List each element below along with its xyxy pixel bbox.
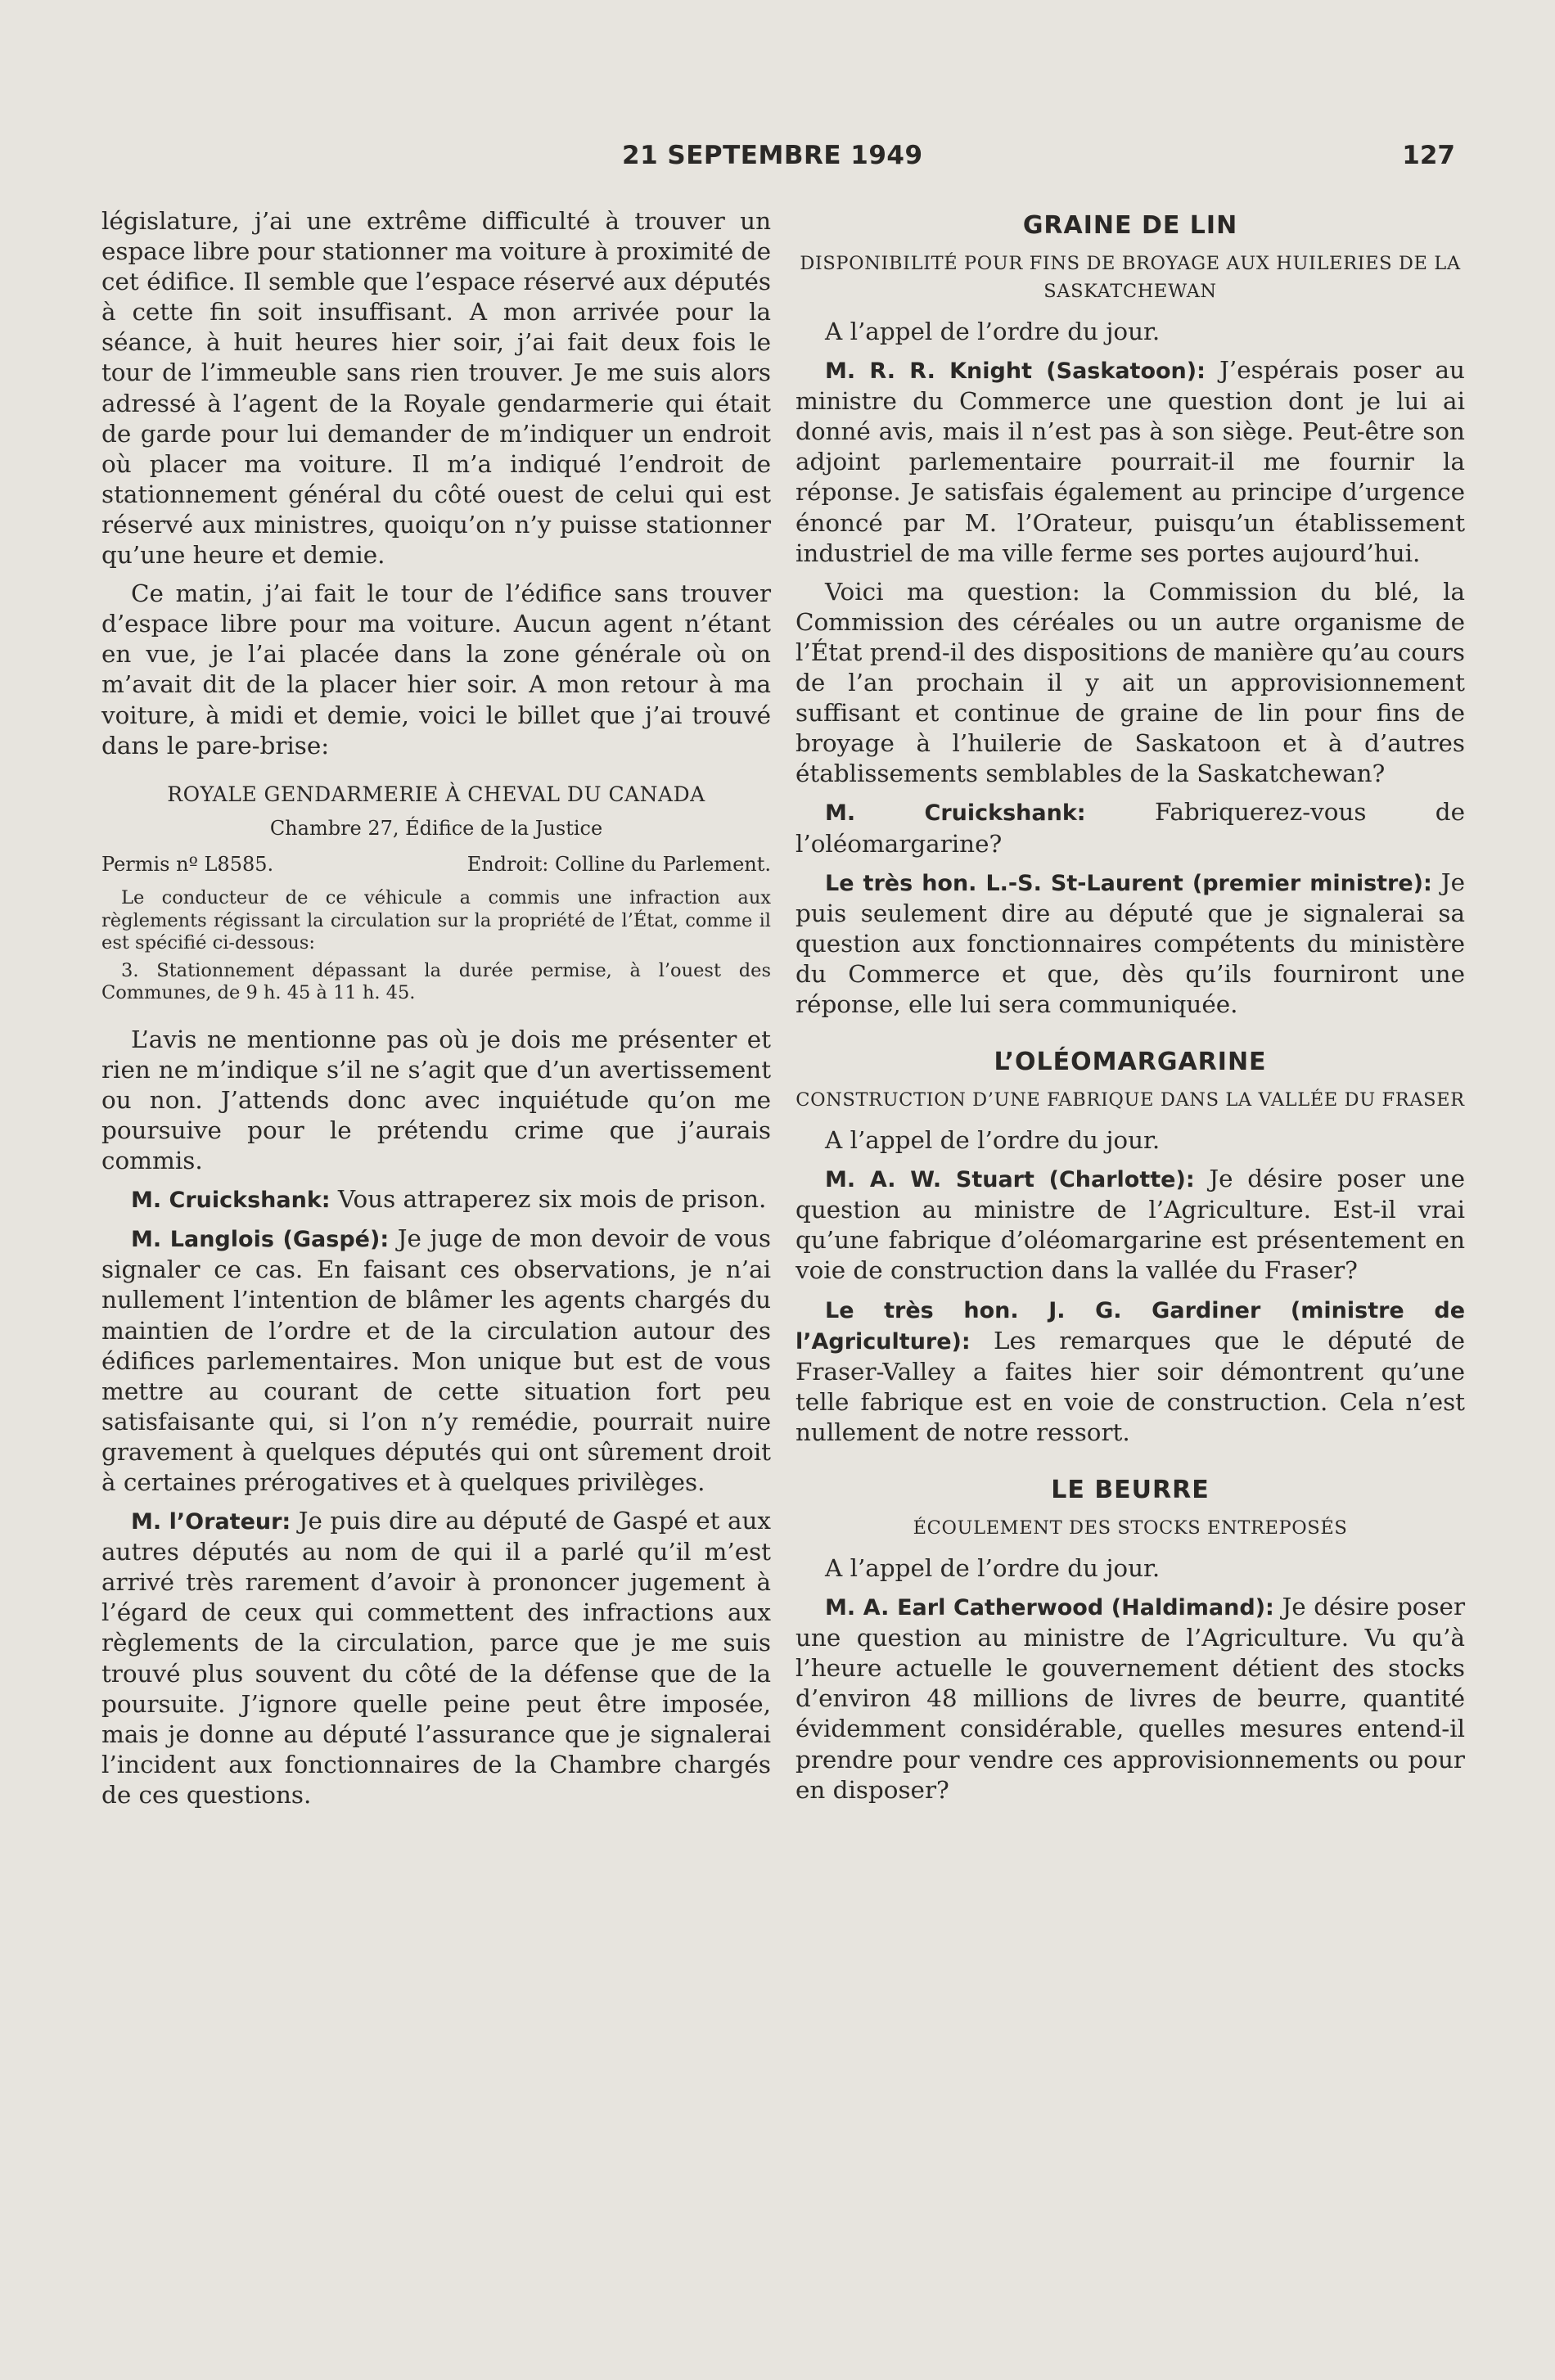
speaker-name: M. A. Earl Catherwood (Haldimand): [825,1595,1274,1621]
running-header-date: 21 SEPTEMBRE 1949 [622,141,923,170]
speaker-name: M. l’Orateur: [131,1509,291,1535]
paragraph: A l’appel de l’ordre du jour. [825,318,1161,345]
paragraph: Voici ma question: la Commission du blé, la Commission des céréales ou un autre organisme de l’État prend-il des dispositions de manière qu’au cours de l’an prochain il y ait un approvisionnement suffisant et continue de graine de lin pour fins de broyage à l’huilerie de Saskatoon et à d’autres établissements semblables de la Saskatchewan? [796,577,1465,788]
speaker-name: M. A. W. Stuart (Charlotte): [825,1167,1195,1193]
notice-location: Endroit: Colline du Parlement. [466,853,771,877]
section-heading: GRAINE DE LIN [1022,211,1238,240]
paragraph [796,868,1465,1020]
speech-text: Les remarques que le député de Fraser-Valley a faites hier soir démontrent qu’une telle fabrique est en voie de construction. Cela n’est nullement de notre ressort. [796,1326,1465,1446]
paragraph: L’avis ne mentionne pas où je dois me présenter et rien ne m’indique s’il ne s’agit que d’un avertissement ou non. J’attends donc avec inquiétude qu’on me poursuive pour le prétendu crime que j’aurais commis. [101,1025,771,1175]
paragraph [796,1295,1465,1448]
section-heading: L’OLÉOMARGARINE [994,1048,1267,1077]
paragraph: A l’appel de l’ordre du jour. [825,1126,1161,1155]
parking-notice [101,782,771,1005]
notice-office: Chambre 27, Édifice de la Justice [269,816,603,840]
speech-text: Vous attraperez six mois de prison. [330,1185,767,1214]
section-subheading: CONSTRUCTION D’UNE FABRIQUE DANS LA VALLÉE DU FRASER [796,1089,1465,1111]
notice-text: Le conducteur de ce véhicule a commis une infraction aux règlements régissant la circulation sur la propriété de l’État, comme il est spécifié ci-dessous: [101,887,771,954]
paragraph [796,1592,1465,1805]
speaker-name: Le très hon. J. G. Gardiner (ministre de l’Agriculture): [796,1297,1465,1355]
speech-text: Fabriquerez-vous de l’oléomargarine? [796,798,1465,858]
speech-text: Je désire poser une question au ministre de l’Agriculture. Est-il vrai qu’une fabrique d’oléomargarine est présentement en voie de construction dans la vallée du Fraser? [796,1165,1465,1285]
speech-text: J’espérais poser au ministre du Commerce une question dont je lui ai donné avis, mais il n’est pas à son siège. Peut-être son adjoint parlementaire pourrait-il me fournir la réponse. Je satisfais également au principe d’urgence énoncé par M. l’Orateur, puisqu’un établissement industriel de ma ville ferme ses portes aujourd’hui. [796,356,1465,567]
speaker-name: M. Cruickshank: [131,1188,331,1214]
paragraph: Ce matin, j’ai fait le tour de l’édifice sans trouver d’espace libre pour ma voiture. Aucun agent n’étant en vue, je l’ai placée dans la zone générale où on m’avait dit de la placer hier soir. A mon retour à ma voiture, à midi et demie, voici le billet que j’ai trouvé dans le pare-brise: [101,579,771,760]
speaker-name: M. R. R. Knight (Saskatoon): [825,358,1206,385]
notice-permit-row [101,853,771,876]
left-column [101,206,771,1819]
speaker-name: M. Langlois (Gaspé): [131,1227,390,1253]
speech-text: Je juge de mon devoir de vous signaler ce cas. En faisant ces observations, je n’ai nullement l’intention de blâmer les agents chargés du maintien de l’ordre et de la circulation autour des édifices parlementaires. Mon unique but est de vous mettre au courant de cette situation fort peu satisfaisante qui, si l’on n’y remédie, pourrait nuire gravement à quelques députés qui ont sûrement droit à certaines prérogatives et à quelques privilèges. [101,1224,771,1496]
section-heading: LE BEURRE [1051,1476,1210,1504]
speaker-name: Le très hon. L.-S. St-Laurent (premier ministre): [825,870,1432,896]
paragraph [796,355,1465,569]
section-subheading: DISPONIBILITÉ POUR FINS DE BROYAGE AUX HUILERIES DE LA SASKATCHEWAN [800,253,1461,302]
speech-text: Je puis seulement dire au député que je signalerai sa question aux fonctionnaires compétents du ministère du Commerce et que, dès qu’ils fourniront une réponse, elle lui sera communiquée. [796,868,1465,1018]
paragraph [101,1184,771,1215]
section-subheading: ÉCOULEMENT DES STOCKS ENTREPOSÉS [913,1517,1348,1539]
paragraph [101,1224,771,1498]
page-number: 127 [1402,141,1455,170]
paragraph: A l’appel de l’ordre du jour. [825,1554,1161,1582]
paragraph [796,1164,1465,1286]
paragraph [101,1506,771,1810]
notice-title: ROYALE GENDARMERIE À CHEVAL DU CANADA [167,782,705,806]
speech-text: Je puis dire au député de Gaspé et aux autres députés au nom de qui il a parlé qu’il m’est arrivé très rarement d’avoir à prononcer jugement à l’égard de ceux qui commettent des infractions aux règlements de la circulation, parce que je me suis trouvé plus souvent du côté de la défense que de la poursuite. J’ignore quelle peine peut être imposée, mais je donne au député l’assurance que je signalerai l’incident aux fonctionnaires de la Chambre chargés de ces questions. [101,1507,772,1809]
paragraph: législature, j’ai une extrême difficulté à trouver un espace libre pour stationner ma voiture à proximité de cet édifice. Il semble que l’espace réservé aux députés à cette fin soit insuffisant. A mon arrivée pour la séance, à huit heures hier soir, j’ai fait deux fois le tour de l’immeuble sans rien trouver. Je me suis alors adressé à l’agent de la Royale gendarmerie qui était de garde pour lui demander de m’indiquer un endroit où placer ma voiture. Il m’a indiqué l’endroit de stationnement général du côté ouest de celui qui est réservé aux ministres, quoiqu’on n’y puisse stationner qu’une heure et demie. [101,207,771,570]
notice-permit: Permis nº L8585. [101,853,274,877]
right-column [796,206,1465,1814]
speaker-name: M. Cruickshank: [825,800,1086,827]
notice-text: 3. Stationnement dépassant la durée permise, à l’ouest des Communes, de 9 h. 45 à 11 h. 45. [101,959,771,1004]
speech-text: Je désire poser une question au ministre de l’Agriculture. Vu qu’à l’heure actuelle le gouvernement détient des stocks d’environ 48 millions de livres de beurre, quantité évidemment considérable, quelles mesures entend-il prendre pour vendre ces approvisionnements ou pour en disposer? [796,1593,1465,1804]
paragraph [796,797,1465,859]
